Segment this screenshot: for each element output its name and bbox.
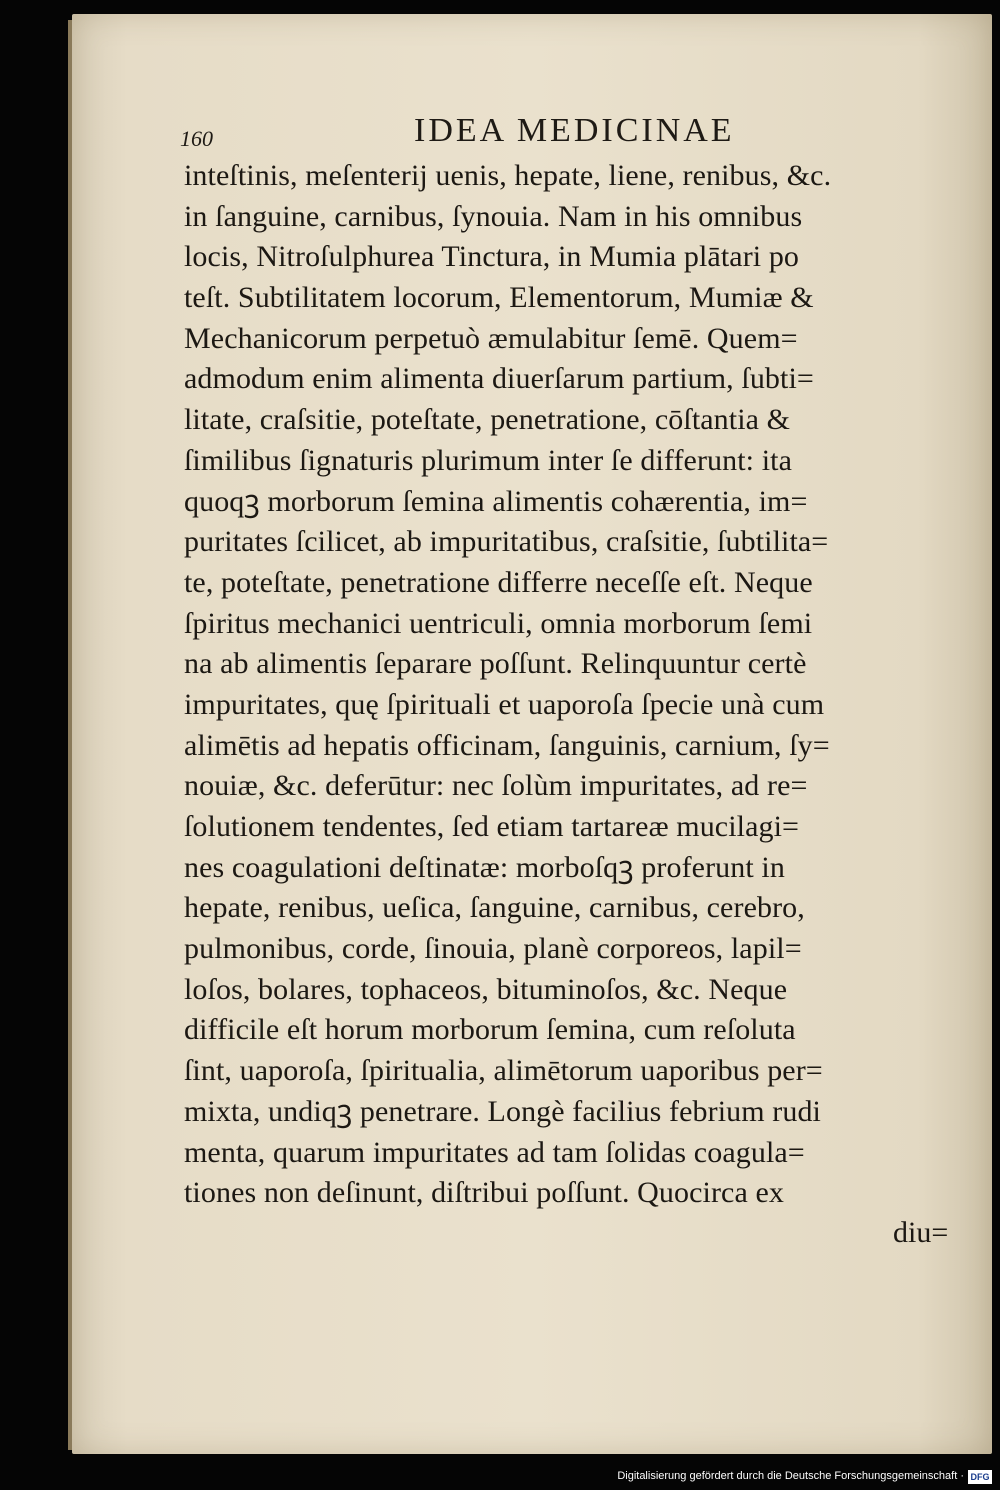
text-line: alimētis ad hepatis officinam, ſanguinis, carnium, ſy= (184, 728, 830, 762)
text-line: puritates ſcilicet, ab impuritatibus, craſsitie, ſubtilita= (184, 525, 829, 559)
text-line: ſint, uaporoſa, ſpiritualia, alimētorum uaporibus per= (184, 1054, 823, 1088)
text-line: difficile eſt horum morborum ſemina, cum reſoluta (184, 1013, 796, 1047)
text-line: nouiæ, &c. deferūtur: nec ſolùm impuritates, ad re= (184, 769, 808, 803)
text-line: te, poteſtate, penetratione differre neceſſe eſt. Neque (184, 565, 813, 599)
catchword: diu= (893, 1216, 949, 1249)
body-text (184, 156, 960, 1214)
text-line: admodum enim alimenta diuerſarum partium, ſubti= (184, 362, 814, 396)
text-line: hepate, renibus, ueſica, ſanguine, carnibus, cerebro, (184, 891, 805, 925)
text-line: ſpiritus mechanici uentriculi, omnia morborum ſemi (184, 606, 813, 640)
text-line: litate, craſsitie, poteſtate, penetratione, cōſtantia & (184, 403, 791, 437)
running-head-title: IDEA MEDICINAE (414, 112, 735, 149)
text-line: quoqꝫ morborum ſemina alimentis cohærentia, im= (184, 484, 808, 518)
text-line: pulmonibus, corde, ſinouia, planè corporeos, lapil= (184, 932, 802, 966)
text-line: loſos, bolares, tophaceos, bituminoſos, &c. Neque (184, 972, 788, 1006)
text-line: teſt. Subtilitatem locorum, Elementorum, Mumiæ & (184, 281, 814, 315)
text-line: impuritates, quę ſpirituali et uaporoſa ſpecie unà cum (184, 687, 825, 721)
text-line: na ab alimentis ſeparare poſſunt. Relinquuntur certè (184, 647, 807, 681)
dfg-logo: DFG (968, 1470, 992, 1484)
text-line: in ſanguine, carnibus, ſynouia. Nam in his omnibus (184, 199, 803, 233)
text-line: tiones non deſinunt, diſtribui poſſunt. Quocirca ex (184, 1176, 785, 1210)
text-line: nes coagulationi deſtinatæ: morboſqꝫ proferunt in (184, 850, 785, 884)
text-line: mixta, undiqꝫ penetrare. Longè facilius febrium rudi (184, 1094, 821, 1128)
text-line: menta, quarum impuritates ad tam ſolidas coagula= (184, 1135, 805, 1169)
page-number: 160 (180, 126, 213, 151)
text-line: Mechanicorum perpetuò æmulabitur ſemē. Quem= (184, 321, 798, 355)
running-head (180, 112, 780, 152)
text-line: ſolutionem tendentes, ſed etiam tartareæ mucilagi= (184, 810, 800, 843)
text-line: ſimilibus ſignaturis plurimum inter ſe differunt: ita (184, 443, 792, 477)
funding-credit: Digitalisierung gefördert durch die Deutsche Forschungsgemeinschaft · (617, 1470, 964, 1482)
text-line: locis, Nitroſulphurea Tinctura, in Mumia plātari po (184, 240, 800, 274)
text-line: inteſtinis, meſenterij uenis, hepate, liene, renibus, &c. (184, 159, 832, 192)
